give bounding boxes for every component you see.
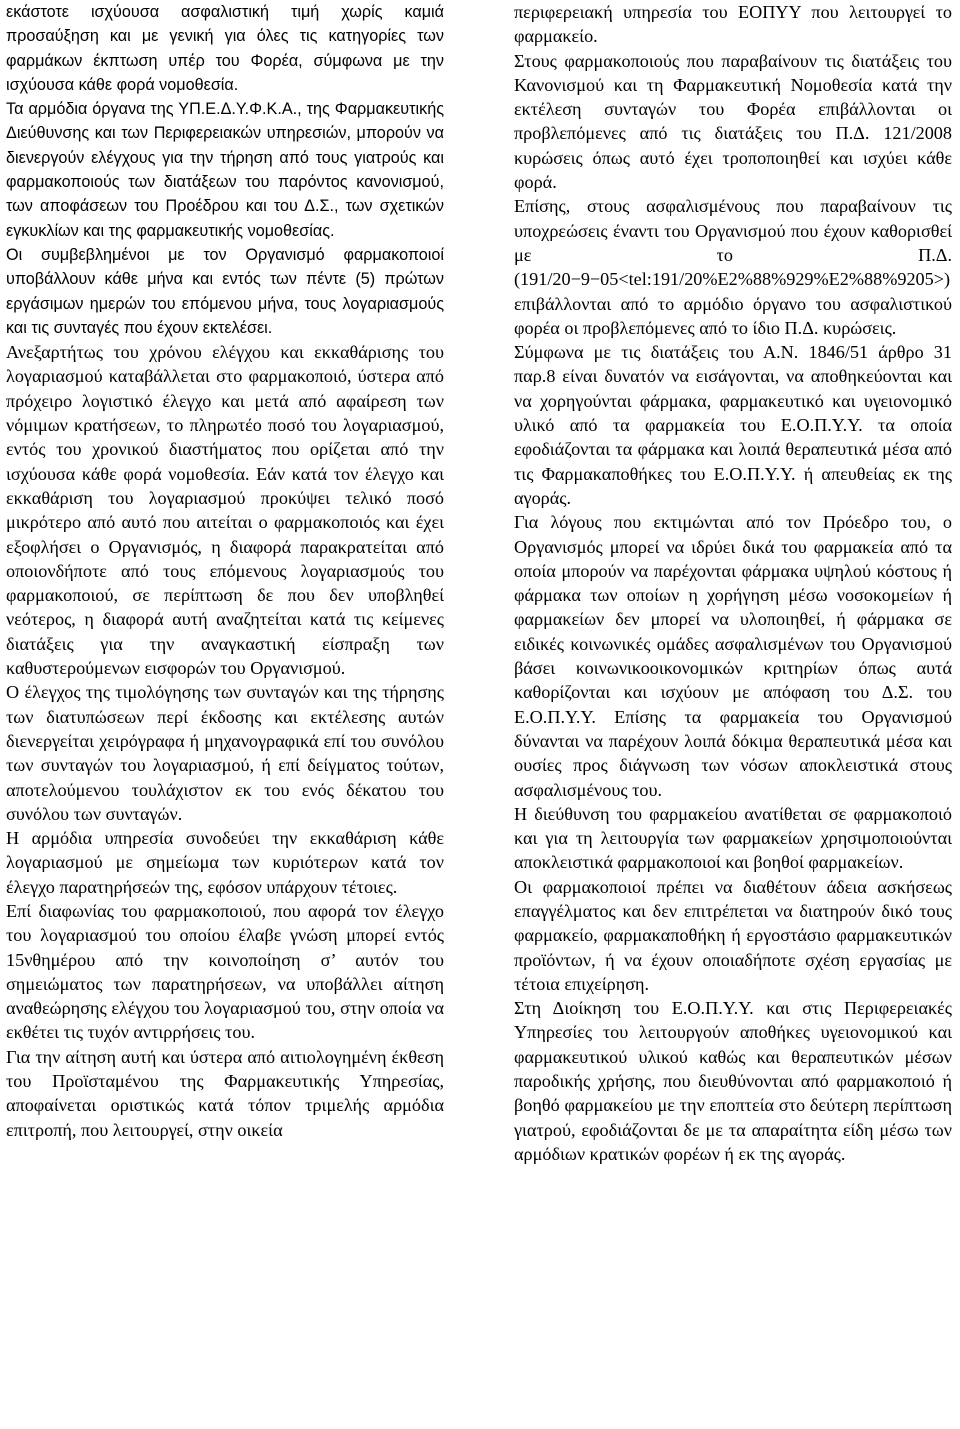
paragraph: Οι συμβεβλημένοι με τον Οργανισμό φαρμακοποιοί υποβάλλουν κάθε μήνα και εντός των πέντε (5) πρώτων εργάσιμων ημερών του επόμενου μήνα, τους λογαριασμούς και τις συνταγές που έχουν εκτελέσει. <box>6 245 444 337</box>
left-column <box>6 0 444 1429</box>
paragraph: Επίσης, στους ασφαλισμένους που παραβαίνουν τις υποχρεώσεις έναντι του Οργανισμού που έχουν καθορισθεί με το Π.Δ. (191/20−9−05<tel:191/20%E2%88%929%E2%88%9205>) επιβάλλονται από το αρμόδιο όργανο του ασφαλιστικού φορέα οι προβλεπόμενες από το ίδιο Π.Δ. κυρώσεις. <box>514 196 952 338</box>
paragraph: Για την αίτηση αυτή και ύστερα από αιτιολογημένη έκθεση του Προϊσταμένου της Φαρμακευτικής Υπηρεσίας, αποφαίνεται οριστικώς κατά τόπον τριμελής αρμόδια επιτροπή, που λειτουργεί, στην οικεία <box>6 1046 444 1140</box>
paragraph: Η αρμόδια υπηρεσία συνοδεύει την εκκαθάριση κάθε λογαριασμού με σημείωμα των κυριότερων κατά τον έλεγχο παρατηρήσεών της, εφόσον υπάρχουν τέτοιες. <box>6 828 444 897</box>
paragraph: Επί διαφωνίας του φαρμακοποιού, που αφορά τον έλεγχο του λογαριασμού του οποίου έλαβε γνώση μπορεί εντός 15νθημέρου από την κοινοποίηση σ’ αυτόν του σημειώματος των παρατηρήσεων, να υποβάλλει αίτηση αναθεώρησης ελέγχου του λογαριασμού του, στην οποία να εκθέτει τις τυχόν αντιρρήσεις του. <box>6 900 444 1043</box>
paragraph: περιφερειακή υπηρεσία του ΕΟΠΥΥ που λειτουργεί το φαρμακείο. <box>514 2 952 47</box>
paragraph: Η διεύθυνση του φαρμακείου ανατίθεται σε φαρμακοποιό και για τη λειτουργία των φαρμακείων χρησιμοποιούνται αποκλειστικά φαρμακοποιοί και βοηθοί φαρμακείων. <box>514 803 952 873</box>
right-column <box>514 0 952 1429</box>
paragraph: Σύμφωνα με τις διατάξεις του Α.Ν. 1846/51 άρθρο 31 παρ.8 είναι δυνατόν να εισάγονται, να αποθηκεύονται και να χορηγούνται φάρμακα, φαρμακευτικό και υγειονομικό υλικό από τα φαρμακεία του Ε.Ο.Π.Υ.Υ. τα οποία εφοδιάζονται τα φάρμακα και λοιπά θεραπευτικά μέσα από τις Φαρμακαποθήκες του Ε.Ο.Π.Υ.Υ. ή απευθείας εκ της αγοράς. <box>514 342 952 508</box>
paragraph: Τα αρμόδια όργανα της ΥΠ.Ε.Δ.Υ.Φ.Κ.Α., της Φαρμακευτικής Διεύθυνσης και των Περιφερειακών υπηρεσιών, μπορούν να διενεργούν ελέγχους για την τήρηση από τους γιατρούς και φαρμακοποιούς των διατάξεων του παρόντος κανονισμού, των αποφάσεων του Προέδρου και του Δ.Σ., των σχετικών εγκυκλίων και της φαρμακευτικής νομοθεσίας. <box>6 100 444 240</box>
paragraph: Στη Διοίκηση του Ε.Ο.Π.Υ.Υ. και στις Περιφερειακές Υπηρεσίες του λειτουργούν αποθήκες υγειονομικού και φαρμακευτικού υλικού καθώς και θεραπευτικών μέσων παροδικής χρήσης, που διευθύνονται από φαρμακοποιό ή βοηθό φαρμακείου με την εποπτεία στο δεύτερη περίπτωση γιατρού, εφοδιάζονται δε με τα απαραίτητα είδη μέσω των αρμόδιων κρατικών φορέων ή εκ της αγοράς. <box>514 998 952 1164</box>
paragraph: Ανεξαρτήτως του χρόνου ελέγχου και εκκαθάρισης του λογαριασμού καταβάλλεται στο φαρμακοποιό, ύστερα από πρόχειρο λογιστικό έλεγχο και μετά από αφαίρεση των νόμιμων κρατήσεων, το πληρωτέο ποσό του λογαριασμού, εντός του χρονικού διαστήματος που ορίζεται από την ισχύουσα κάθε φορά νομοθεσία. Εάν κατά τον έλεγχο και εκκαθάριση του λογαριασμού προκύψει τελικό ποσό μικρότερο από αυτό που αιτείται ο φαρμακοποιός και έχει εξοφλήσει ο Οργανισμός, η διαφορά παρακρατείται από οποιονδήποτε από τους επόμενους λογαριασμούς του φαρμακοποιού, σε περίπτωση δε που δεν υποβληθεί νεότερος, η διαφορά αυτή αναζητείται κατά τις κείμενες διατάξεις για την αναγκαστική είσπραξη των καθυστερούμενων εισφορών του Οργανισμού. <box>6 342 444 679</box>
paragraph: Για λόγους που εκτιμώνται από τον Πρόεδρο του, ο Οργανισμός μπορεί να ιδρύει δικά του φαρμακεία από τα οποία μπορούν να παρέχονται φάρμακα υψηλού κόστους ή φάρμακα των οποίων η χορήγηση μέσω νοσοκομείων ή φαρμακείων δεν μπορεί να υλοποιηθεί, ή φάρμακα σε ειδικές κοινωνικές ομάδες ασφαλισμένων του Οργανισμού βάσει κοινωνικοοικονομικών κριτηρίων όπως αυτά καθορίζονται και ισχύουν με απόφαση του Δ.Σ. του Ε.Ο.Π.Υ.Υ. Επίσης τα φαρμακεία του Οργανισμού δύνανται να παρέχουν λοιπά δόκιμα θεραπευτικά μέσα και ουσίες προς διάγνωση των νόσων αποκλειστικά στους ασφαλισμένους του. <box>514 512 952 800</box>
paragraph: Οι φαρμακοποιοί πρέπει να διαθέτουν άδεια ασκήσεως επαγγέλματος και δεν επιτρέπεται να διατηρούν δικό τους φαρμακείο, φαρμακαποθήκη ή εργοστάσιο φαρμακευτικών προϊόντων, ή να έχουν οποιαδήποτε σχέση εργασίας με τέτοια επιχείρηση. <box>514 876 952 994</box>
paragraph: εκάστοτε ισχύουσα ασφαλιστική τιμή χωρίς καμιά προσαύξηση και με γενική για όλες τις κατηγορίες των φαρμάκων έκπτωση υπέρ του Φορέα, σύμφωνα με την ισχύουσα κάθε φορά νομοθεσία. <box>6 3 444 94</box>
paragraph: Ο έλεγχος της τιμολόγησης των συνταγών και της τήρησης των διατυπώσεων περί έκδοσης και εκτέλεσης αυτών διενεργείται χειρόγραφα ή μηχανογραφικά επί του συνόλου των συνταγών του λογαριασμού, ή επί δείγματος τούτων, αποτελούμενου τουλάχιστον εκ του ενός δέκατου του συνόλου των συνταγών. <box>6 682 444 824</box>
paragraph: Στους φαρμακοποιούς που παραβαίνουν τις διατάξεις του Κανονισμού και τη Φαρμακευτική Νομοθεσία κατά την εκτέλεση συνταγών του Φορέα επιβάλλονται οι προβλεπόμενες από τις διατάξεις του Π.Δ. 121/2008 κυρώσεις όπως αυτό έχει τροποποιηθεί και ισχύει κάθε φορά. <box>514 50 952 193</box>
